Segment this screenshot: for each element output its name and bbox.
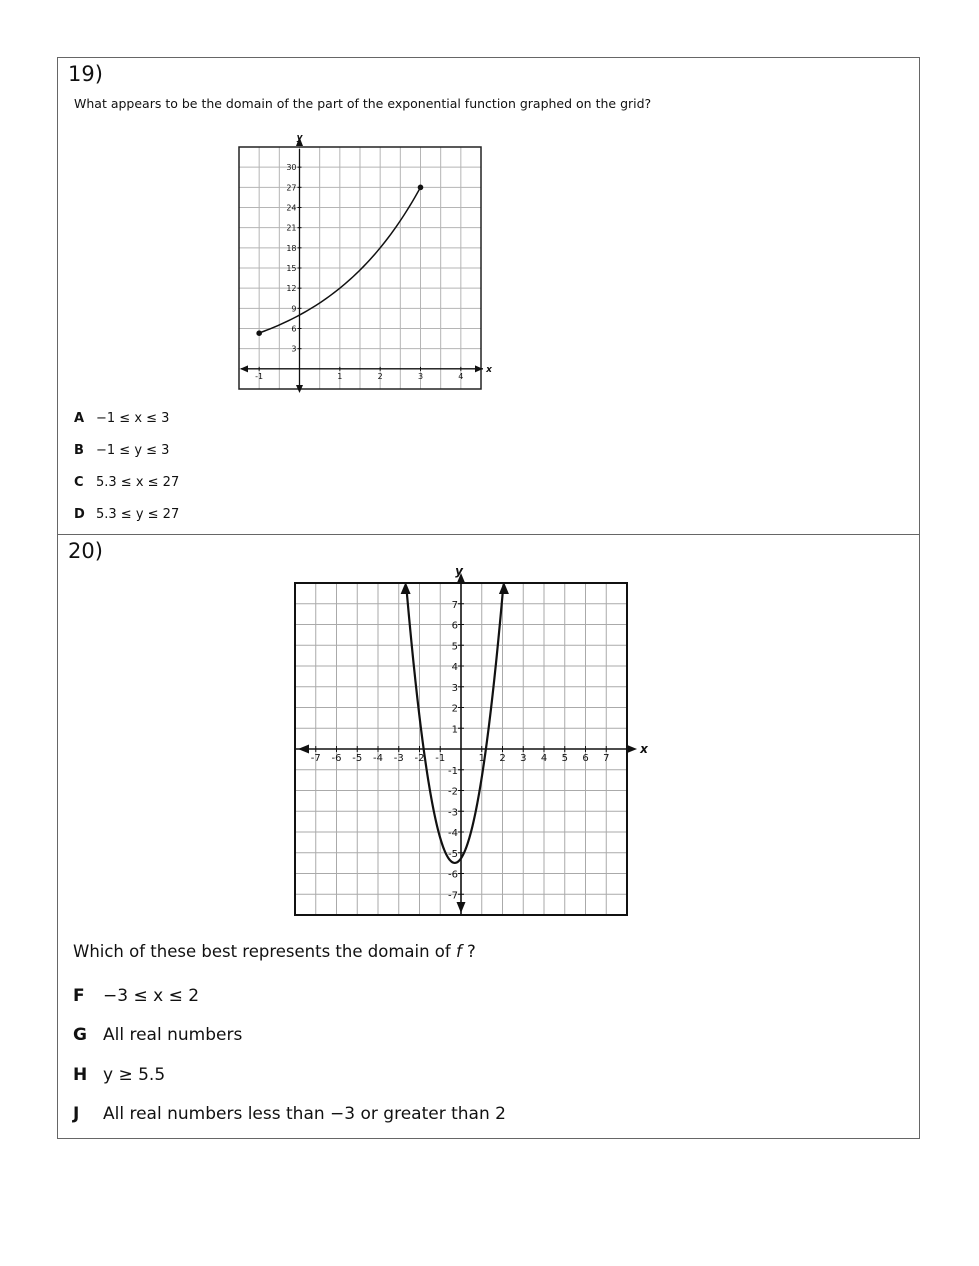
y-tick-label: 3 (451, 682, 458, 694)
x-tick-label: 7 (603, 753, 610, 764)
x-axis-label: x (640, 742, 648, 756)
choice-letter: C (74, 475, 84, 490)
x-tick-label: 4 (458, 371, 464, 381)
x-arrow-left (240, 365, 248, 372)
choice-letter: A (74, 411, 85, 426)
x-tick-label: -4 (373, 753, 383, 764)
y-tick-label: -6 (448, 869, 458, 881)
x-axis-label: x (486, 364, 492, 375)
y-tick-label: -2 (448, 786, 458, 798)
exponential-graph (234, 132, 494, 394)
choice-letter: F (73, 986, 85, 1006)
y-tick-label: -7 (448, 890, 458, 902)
choice-text: 5.3 ≤ y ≤ 27 (96, 507, 180, 522)
x-tick-label: 3 (417, 371, 424, 381)
x-tick-label: -7 (310, 753, 321, 764)
right-endpoint (418, 185, 424, 191)
choice-text: All real numbers (103, 1025, 243, 1045)
x-tick-label: 2 (499, 753, 506, 764)
y-tick-label: 7 (451, 599, 458, 611)
x-tick-label: -2 (414, 753, 425, 764)
y-tick-label: 30 (286, 163, 297, 173)
answer-choice-h[interactable] (73, 1065, 165, 1085)
x-arrow-right (475, 365, 483, 372)
question-20 (57, 534, 920, 1139)
choice-text: y ≥ 5.5 (103, 1065, 166, 1085)
function-variable: f (455, 942, 462, 961)
y-arrow-down (457, 902, 466, 913)
x-tick-label: 4 (540, 753, 548, 764)
x-tick-label: 2 (377, 371, 383, 381)
left-endpoint (256, 330, 262, 336)
choice-text: 5.3 ≤ x ≤ 27 (96, 475, 180, 490)
y-axis-label: y (455, 564, 463, 578)
answer-choice-c[interactable] (74, 475, 179, 490)
y-axis-label: y (296, 133, 303, 143)
y-tick-label: 24 (286, 203, 297, 213)
y-tick-label: 12 (286, 284, 297, 294)
prompt-text: Which of these best represents the domain of (73, 942, 456, 961)
x-tick-label: -1 (435, 753, 446, 764)
y-tick-label: 15 (286, 264, 297, 273)
answer-choice-d[interactable] (74, 507, 179, 522)
answer-choice-j[interactable] (73, 1104, 506, 1124)
answer-choice-a[interactable] (74, 411, 169, 426)
choice-text: −1 ≤ y ≤ 3 (96, 443, 170, 458)
choice-letter: B (74, 443, 84, 458)
choice-text: All real numbers less than −3 or greater than 2 (103, 1104, 506, 1124)
x-tick-label: 1 (337, 371, 343, 381)
answer-choice-b[interactable] (74, 443, 169, 458)
answer-choice-f[interactable] (73, 986, 199, 1006)
y-tick-label: -5 (448, 848, 458, 860)
x-tick-label: 1 (478, 753, 485, 764)
y-tick-label: 18 (286, 243, 297, 253)
parabola-graph (290, 561, 650, 923)
choice-letter: G (73, 1025, 87, 1045)
y-tick-label: 3 (291, 344, 297, 354)
question-19 (57, 57, 920, 535)
question-prompt (73, 942, 476, 961)
question-number: 19) (68, 62, 103, 86)
y-tick-label: 1 (451, 724, 458, 736)
y-tick-label: -1 (448, 765, 458, 777)
x-tick-label: -5 (352, 753, 363, 764)
choice-letter: D (74, 507, 85, 522)
prompt-suffix: ? (461, 942, 476, 961)
choice-letter: H (73, 1065, 88, 1085)
x-tick-label: -1 (255, 371, 264, 381)
choice-letter: J (73, 1104, 80, 1124)
x-tick-label: 6 (582, 753, 589, 764)
y-tick-label: 27 (286, 183, 297, 193)
choice-text: −3 ≤ x ≤ 2 (103, 986, 200, 1006)
y-tick-label: 6 (451, 620, 458, 632)
question-number: 20) (68, 539, 103, 563)
question-prompt: What appears to be the domain of the part of the exponential function graphed on the grid? (74, 96, 652, 111)
y-tick-label: 9 (291, 304, 297, 314)
y-tick-label: -3 (448, 807, 458, 819)
x-arrow-left (298, 745, 309, 754)
x-tick-label: -3 (393, 753, 404, 764)
x-tick-label: -6 (331, 753, 342, 764)
x-arrow-right (626, 745, 637, 754)
y-tick-label: -4 (448, 828, 458, 839)
y-tick-label: 4 (451, 662, 458, 673)
x-tick-label: 5 (561, 753, 568, 764)
y-tick-label: 21 (286, 223, 297, 233)
y-tick-label: 5 (451, 641, 458, 653)
x-tick-label: 3 (520, 753, 527, 764)
choice-text: −1 ≤ x ≤ 3 (96, 411, 170, 426)
y-tick-label: 2 (451, 703, 458, 715)
y-tick-label: 6 (291, 324, 297, 334)
answer-choice-g[interactable] (73, 1025, 242, 1045)
